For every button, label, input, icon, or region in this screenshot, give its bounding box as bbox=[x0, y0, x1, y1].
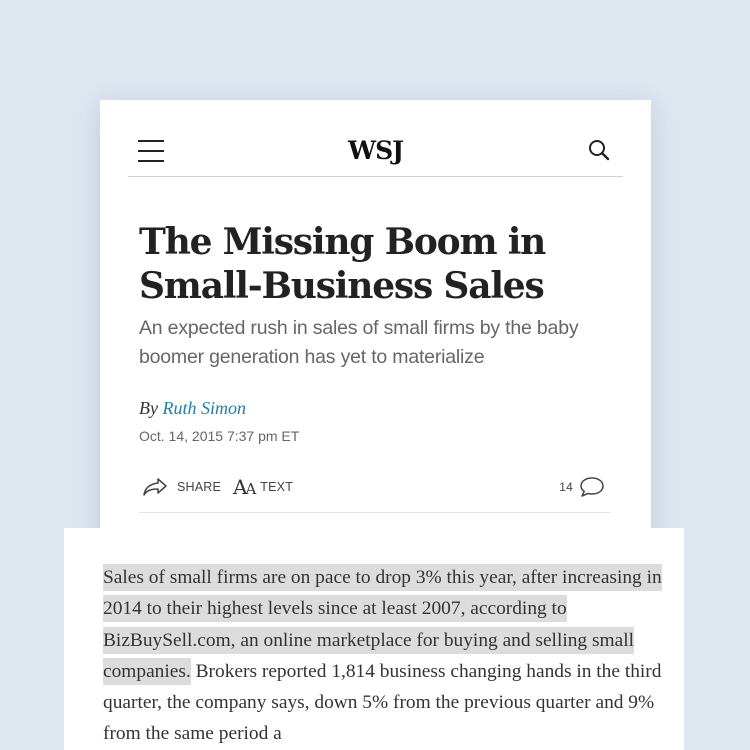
comment-bubble-icon bbox=[579, 476, 605, 498]
article-toolbar bbox=[139, 470, 611, 513]
byline bbox=[139, 398, 246, 419]
author-link[interactable]: Ruth Simon bbox=[162, 398, 246, 418]
share-button[interactable] bbox=[142, 474, 221, 500]
article-subheadline: An expected rush in sales of small firms by the baby boomer generation has yet to materialize bbox=[139, 317, 579, 368]
comments-button[interactable] bbox=[559, 474, 605, 500]
text-label: TEXT bbox=[260, 480, 294, 494]
comment-count: 14 bbox=[559, 480, 573, 494]
body-continued: Brokers reported 1,814 business changing hands in the third quarter, the company says, down 5% from the previous quarter and 9% from the same period a bbox=[103, 660, 662, 745]
article-body-card bbox=[64, 528, 684, 750]
text-size-icon: AA bbox=[233, 475, 255, 499]
article-headline: The Missing Boom in Small-Business Sales bbox=[139, 221, 546, 307]
text-size-button[interactable] bbox=[233, 474, 293, 500]
top-navigation-bar bbox=[128, 128, 623, 177]
share-icon bbox=[142, 477, 168, 497]
search-icon[interactable] bbox=[587, 138, 611, 162]
article-body bbox=[103, 562, 675, 750]
publish-timestamp: Oct. 14, 2015 7:37 pm ET bbox=[139, 428, 300, 444]
highlighted-passage[interactable]: Sales of small firms are on pace to drop 3% this year, after increasing in 2014 to their highest levels since at least 2007, according to BizBuySell.com, an online marketplace for buying and selling small companies. bbox=[103, 567, 662, 682]
byline-prefix: By bbox=[139, 398, 158, 418]
wsj-logo[interactable]: WSJ bbox=[348, 136, 403, 165]
share-label: SHARE bbox=[177, 480, 222, 494]
